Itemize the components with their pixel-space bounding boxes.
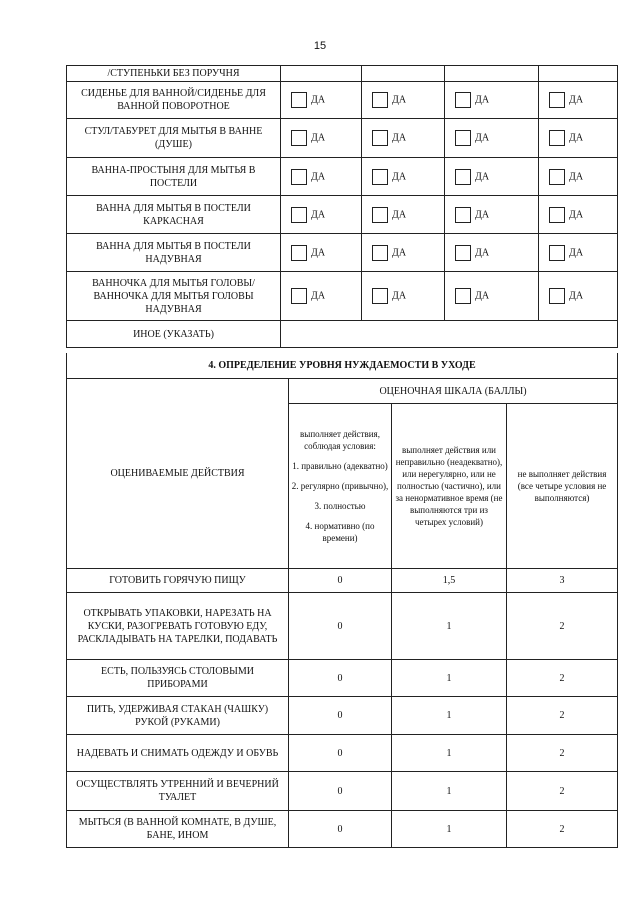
checkbox-icon[interactable]	[455, 288, 471, 304]
score-cell: 2	[507, 697, 618, 735]
scoring-row	[67, 593, 618, 660]
checkbox-icon[interactable]	[291, 92, 307, 108]
equipment-label: ВАННА ДЛЯ МЫТЬЯ В ПОСТЕЛИ НАДУВНАЯ	[67, 234, 281, 272]
equipment-label: ВАННОЧКА ДЛЯ МЫТЬЯ ГОЛОВЫ/ ВАННОЧКА ДЛЯ МЫТЬЯ ГОЛОВЫ НАДУВНАЯ	[67, 272, 281, 321]
checkbox-icon[interactable]	[549, 92, 565, 108]
other-specify-field[interactable]	[281, 321, 618, 348]
checkbox-icon[interactable]	[291, 169, 307, 185]
checkbox-label: ДА	[311, 290, 326, 302]
score-cell: 1	[392, 811, 507, 848]
equipment-row	[67, 66, 618, 82]
scoring-row	[67, 735, 618, 772]
criteria-full	[289, 404, 392, 569]
score-cell: 1	[392, 772, 507, 811]
score-cell: 0	[289, 811, 392, 848]
score-cell: 1	[392, 593, 507, 660]
criteria-item: 2. регулярно (привычно),	[291, 481, 389, 491]
equipment-label: /СТУПЕНЬКИ БЕЗ ПОРУЧНЯ	[67, 66, 281, 82]
criteria-intro: выполняет действия, соблюдая условия:	[300, 429, 380, 451]
checkbox-label: ДА	[569, 247, 584, 258]
checkbox-label: ДА	[392, 132, 407, 144]
checkbox-icon[interactable]	[455, 130, 471, 146]
checkbox-icon[interactable]	[549, 288, 565, 304]
page-number: 15	[313, 40, 327, 52]
yes-checkbox-cell[interactable]	[362, 196, 445, 234]
criteria-item: 4. нормативно (по времени)	[305, 521, 375, 543]
checkbox-label: ДА	[392, 94, 407, 106]
yes-checkbox-cell[interactable]	[539, 82, 618, 119]
empty-cell	[445, 66, 539, 82]
yes-checkbox-cell[interactable]	[362, 119, 445, 158]
checkbox-icon[interactable]	[372, 288, 388, 304]
scoring-row	[67, 569, 618, 593]
score-cell: 1,5	[392, 569, 507, 593]
checkbox-icon[interactable]	[372, 169, 388, 185]
scoring-row	[67, 772, 618, 811]
checkbox-icon[interactable]	[372, 245, 388, 261]
yes-checkbox-cell[interactable]	[281, 82, 362, 119]
score-cell: 3	[507, 569, 618, 593]
criteria-item: 3. полностью	[314, 501, 366, 511]
yes-checkbox-cell[interactable]	[539, 158, 618, 196]
scoring-row	[67, 660, 618, 697]
yes-checkbox-cell[interactable]	[539, 119, 618, 158]
yes-checkbox-cell[interactable]	[445, 196, 539, 234]
yes-checkbox-cell[interactable]	[281, 158, 362, 196]
checkbox-label: ДА	[569, 209, 584, 220]
equipment-row	[67, 272, 618, 321]
checkbox-icon[interactable]	[455, 245, 471, 261]
checkbox-icon[interactable]	[455, 207, 471, 223]
equipment-row	[67, 119, 618, 158]
actions-header: ОЦЕНИВАЕМЫЕ ДЕЙСТВИЯ	[67, 379, 289, 569]
equipment-table	[66, 65, 618, 348]
yes-checkbox-cell[interactable]	[445, 119, 539, 158]
yes-checkbox-cell[interactable]	[539, 234, 618, 272]
empty-cell	[281, 66, 362, 82]
care-needs-table	[66, 353, 618, 848]
checkbox-icon[interactable]	[549, 245, 565, 261]
equipment-label: ВАННА ДЛЯ МЫТЬЯ В ПОСТЕЛИ КАРКАСНАЯ	[67, 196, 281, 234]
equipment-label: ИНОЕ (УКАЗАТЬ)	[67, 321, 281, 348]
yes-checkbox-cell[interactable]	[445, 234, 539, 272]
checkbox-label: ДА	[569, 132, 584, 144]
checkbox-icon[interactable]	[372, 207, 388, 223]
score-cell: 0	[289, 593, 392, 660]
yes-checkbox-cell[interactable]	[445, 272, 539, 321]
score-cell: 2	[507, 735, 618, 772]
action-label: ОСУЩЕСТВЛЯТЬ УТРЕННИЙ И ВЕЧЕРНИЙ ТУАЛЕТ	[67, 772, 289, 811]
checkbox-label: ДА	[475, 290, 490, 302]
checkbox-icon[interactable]	[372, 92, 388, 108]
action-label: ОТКРЫВАТЬ УПАКОВКИ, НАРЕЗАТЬ НА КУСКИ, РАЗОГРЕВАТЬ ГОТОВУЮ ЕДУ, РАСКЛАДЫВАТЬ НА ТАРЕЛКИ, ПОДАВАТЬ	[67, 593, 289, 660]
yes-checkbox-cell[interactable]	[281, 234, 362, 272]
yes-checkbox-cell[interactable]	[281, 119, 362, 158]
checkbox-label: ДА	[392, 247, 407, 258]
yes-checkbox-cell[interactable]	[539, 272, 618, 321]
checkbox-label: ДА	[311, 247, 326, 258]
action-label: ГОТОВИТЬ ГОРЯЧУЮ ПИЩУ	[67, 569, 289, 593]
empty-cell	[539, 66, 618, 82]
empty-cell	[362, 66, 445, 82]
yes-checkbox-cell[interactable]	[362, 234, 445, 272]
checkbox-label: ДА	[311, 132, 326, 144]
score-cell: 0	[289, 660, 392, 697]
checkbox-label: ДА	[475, 171, 490, 182]
checkbox-icon[interactable]	[455, 92, 471, 108]
criteria-partial: выполняет действия или неправильно (неадекватно), или нерегулярно, или не полностью (частично), или за ненормативное время (не выполняются три из четырех условий)	[392, 404, 507, 569]
score-cell: 0	[289, 772, 392, 811]
yes-checkbox-cell[interactable]	[362, 82, 445, 119]
checkbox-label: ДА	[569, 94, 584, 106]
equipment-row	[67, 196, 618, 234]
equipment-label: ВАННА-ПРОСТЫНЯ ДЛЯ МЫТЬЯ В ПОСТЕЛИ	[67, 158, 281, 196]
checkbox-icon[interactable]	[291, 207, 307, 223]
yes-checkbox-cell[interactable]	[362, 272, 445, 321]
checkbox-label: ДА	[475, 94, 490, 106]
action-label: ПИТЬ, УДЕРЖИВАЯ СТАКАН (ЧАШКУ) РУКОЙ (РУКАМИ)	[67, 697, 289, 735]
checkbox-icon[interactable]	[372, 130, 388, 146]
action-label: НАДЕВАТЬ И СНИМАТЬ ОДЕЖДУ И ОБУВЬ	[67, 735, 289, 772]
equipment-row	[67, 158, 618, 196]
scoring-row	[67, 697, 618, 735]
score-cell: 2	[507, 660, 618, 697]
score-cell: 1	[392, 735, 507, 772]
yes-checkbox-cell[interactable]	[445, 158, 539, 196]
yes-checkbox-cell[interactable]	[445, 82, 539, 119]
score-cell: 1	[392, 697, 507, 735]
checkbox-label: ДА	[311, 171, 326, 182]
checkbox-label: ДА	[475, 247, 490, 258]
checkbox-icon[interactable]	[549, 169, 565, 185]
checkbox-label: ДА	[392, 290, 407, 302]
action-label: ЕСТЬ, ПОЛЬЗУЯСЬ СТОЛОВЫМИ ПРИБОРАМИ	[67, 660, 289, 697]
score-cell: 2	[507, 772, 618, 811]
scoring-row	[67, 811, 618, 848]
checkbox-label: ДА	[311, 94, 326, 106]
yes-checkbox-cell[interactable]	[281, 196, 362, 234]
checkbox-label: ДА	[311, 209, 326, 220]
checkbox-label: ДА	[569, 290, 584, 302]
equipment-label: СТУЛ/ТАБУРЕТ ДЛЯ МЫТЬЯ В ВАННЕ (ДУШЕ)	[67, 119, 281, 158]
checkbox-icon[interactable]	[549, 130, 565, 146]
checkbox-icon[interactable]	[549, 207, 565, 223]
score-cell: 0	[289, 735, 392, 772]
section-title: 4. ОПРЕДЕЛЕНИЕ УРОВНЯ НУЖДАЕМОСТИ В УХОДЕ	[67, 353, 618, 379]
checkbox-label: ДА	[392, 171, 407, 182]
equipment-row	[67, 82, 618, 119]
yes-checkbox-cell[interactable]	[362, 158, 445, 196]
action-label: МЫТЬСЯ (В ВАННОЙ КОМНАТЕ, В ДУШЕ, БАНЕ, ИНОМ	[67, 811, 289, 848]
checkbox-icon[interactable]	[455, 169, 471, 185]
score-cell: 1	[392, 660, 507, 697]
score-cell: 2	[507, 811, 618, 848]
checkbox-label: ДА	[475, 132, 490, 144]
checkbox-icon[interactable]	[291, 288, 307, 304]
equipment-row	[67, 234, 618, 272]
scale-header: ОЦЕНОЧНАЯ ШКАЛА (БАЛЛЫ)	[289, 379, 618, 404]
score-cell: 0	[289, 569, 392, 593]
criteria-item: 1. правильно (адекватно)	[292, 461, 388, 471]
yes-checkbox-cell[interactable]	[539, 196, 618, 234]
score-cell: 2	[507, 593, 618, 660]
checkbox-label: ДА	[392, 209, 407, 220]
score-cell: 0	[289, 697, 392, 735]
checkbox-icon[interactable]	[291, 245, 307, 261]
equipment-label: СИДЕНЬЕ ДЛЯ ВАННОЙ/СИДЕНЬЕ ДЛЯ ВАННОЙ ПОВОРОТНОЕ	[67, 82, 281, 119]
checkbox-label: ДА	[569, 171, 584, 182]
equipment-row	[67, 321, 618, 348]
criteria-none: не выполняет действия (все четыре условия не выполняются)	[507, 404, 618, 569]
checkbox-icon[interactable]	[291, 130, 307, 146]
yes-checkbox-cell[interactable]	[281, 272, 362, 321]
checkbox-label: ДА	[475, 209, 490, 220]
